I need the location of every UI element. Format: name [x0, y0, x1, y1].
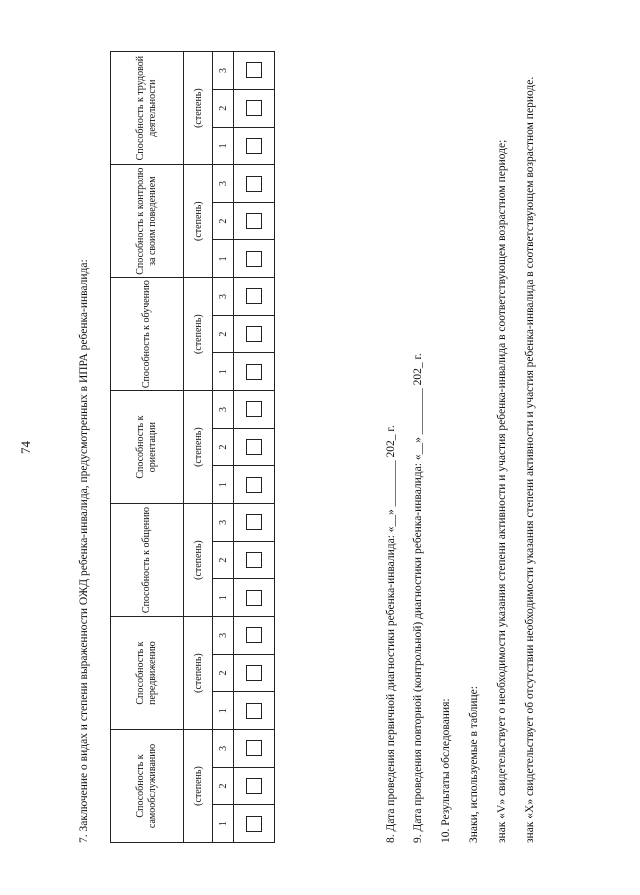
degree-label: (степень): [184, 165, 213, 278]
degree-number: 1: [213, 127, 234, 165]
degree-checkbox[interactable]: [246, 590, 262, 606]
degree-number: 1: [213, 692, 234, 730]
degree-checkbox[interactable]: [246, 439, 262, 455]
column-titles-row: [111, 52, 184, 843]
item-10-results: 10. Результаты обследования:: [440, 698, 452, 843]
degree-number: 3: [213, 391, 234, 429]
degree-checkbox[interactable]: [246, 703, 262, 719]
checkbox-row: [234, 52, 275, 843]
degree-checkbox[interactable]: [246, 477, 262, 493]
degree-label: (степень): [184, 52, 213, 165]
sign-x-explanation: знак «X» свидетельствует об отсутствии необходимости указания степени активности и участия ребенка-инвалида в соответствующем возрастном периоде.: [524, 76, 536, 843]
section-7-heading: 7. Заключение о видах и степени выраженности ОЖД ребенка-инвалида, предусмотренных в ИПРА ребенка-инвалида:: [78, 259, 90, 843]
degree-number: 2: [213, 654, 234, 692]
degree-number: 3: [213, 730, 234, 768]
degree-number: 3: [213, 278, 234, 316]
item-9-repeat-diagnostics-date: 9. Дата проведения повторной (контрольной) диагностики ребенка-инвалида: «__» ________ 202_ г.: [412, 353, 424, 843]
degree-label: (степень): [184, 730, 213, 843]
disability-limitations-table: [110, 51, 275, 843]
degree-number: 2: [213, 89, 234, 127]
degree-label: (степень): [184, 278, 213, 391]
degree-number: 1: [213, 579, 234, 617]
degree-checkbox[interactable]: [246, 740, 262, 756]
degree-checkbox[interactable]: [246, 401, 262, 417]
degree-label-row: [184, 52, 213, 843]
degree-number: 1: [213, 353, 234, 391]
col-title-work: Способность к трудовой деятельности: [111, 52, 184, 165]
sign-v-explanation: знак «V» свидетельствует о необходимости указания степени активности и участия ребенка-инвалида в соответствующем возрастном периоде;: [496, 139, 508, 843]
degree-checkbox[interactable]: [246, 364, 262, 380]
degree-number: 2: [213, 541, 234, 579]
degree-checkbox[interactable]: [246, 288, 262, 304]
degree-label: (степень): [184, 504, 213, 617]
degree-number: 3: [213, 165, 234, 203]
degree-checkbox[interactable]: [246, 138, 262, 154]
degree-number: 2: [213, 202, 234, 240]
degree-checkbox[interactable]: [246, 552, 262, 568]
degree-number: 2: [213, 315, 234, 353]
col-title-self-care: Способность к самообслуживанию: [111, 730, 184, 843]
col-title-communication: Способность к общению: [111, 504, 184, 617]
degree-number: 2: [213, 428, 234, 466]
degree-checkbox[interactable]: [246, 816, 262, 832]
degree-checkbox[interactable]: [246, 213, 262, 229]
degree-checkbox[interactable]: [246, 514, 262, 530]
degree-checkbox[interactable]: [246, 176, 262, 192]
signs-title: Знаки, используемые в таблице:: [468, 686, 480, 843]
item-8-primary-diagnostics-date: 8. Дата проведения первичной диагностики ребенка-инвалида: «__» ________ 202_ г.: [385, 425, 397, 843]
degree-label: (степень): [184, 391, 213, 504]
degree-checkbox[interactable]: [246, 326, 262, 342]
col-title-behavior-control: Способность к контролю за своим поведением: [111, 165, 184, 278]
col-title-movement: Способность к передвижению: [111, 617, 184, 730]
degree-checkbox[interactable]: [246, 778, 262, 794]
degree-checkbox[interactable]: [246, 665, 262, 681]
col-title-learning: Способность к обучению: [111, 278, 184, 391]
page-number: 74: [18, 441, 33, 454]
degree-number: 3: [213, 504, 234, 542]
degree-number: 3: [213, 617, 234, 655]
degree-label: (степень): [184, 617, 213, 730]
degree-checkbox[interactable]: [246, 100, 262, 116]
degree-checkbox[interactable]: [246, 627, 262, 643]
degree-checkbox[interactable]: [246, 62, 262, 78]
degree-number: 1: [213, 805, 234, 843]
degree-checkbox[interactable]: [246, 251, 262, 267]
degree-number: 2: [213, 767, 234, 805]
degree-number: 3: [213, 52, 234, 90]
degree-number: 1: [213, 466, 234, 504]
degree-number: 1: [213, 240, 234, 278]
col-title-orientation: Способность к ориентации: [111, 391, 184, 504]
degree-number-row: [213, 52, 234, 843]
